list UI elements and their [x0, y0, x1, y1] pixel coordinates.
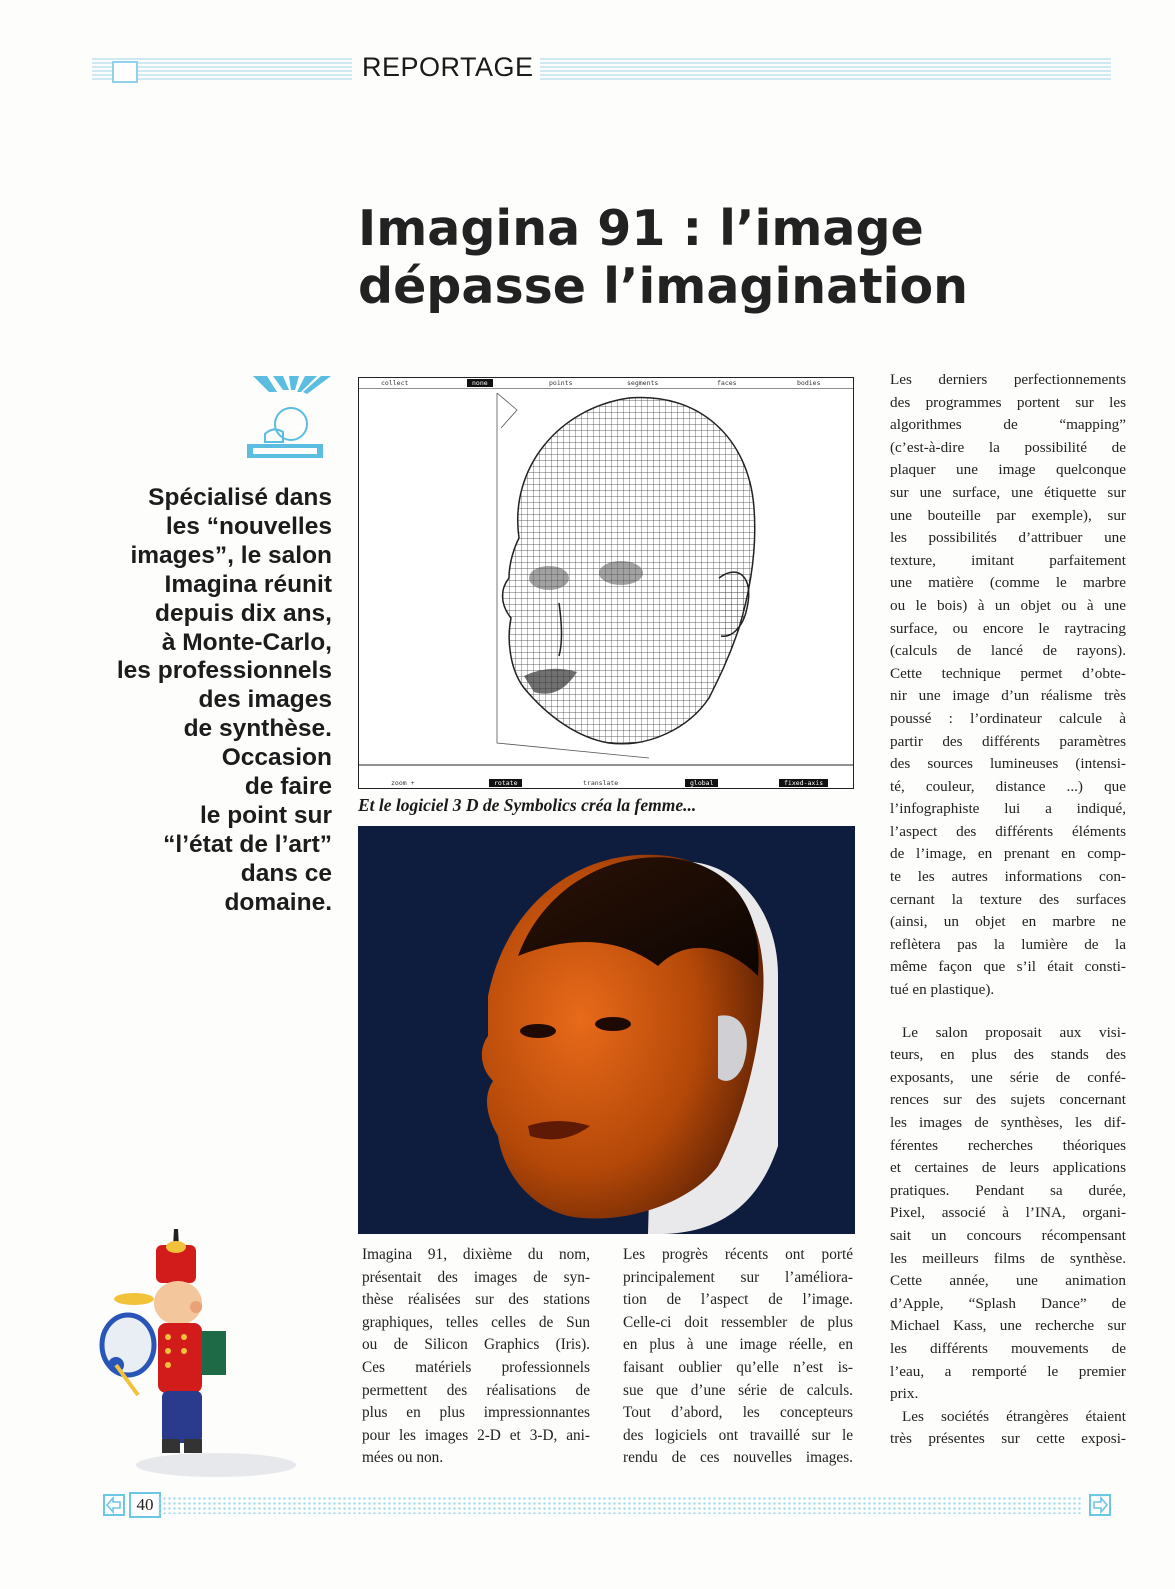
- text-line: les différents mouvements de: [890, 1339, 1126, 1357]
- text-line: permettent des réalisations de: [362, 1381, 590, 1399]
- menu-item: fixed-axis: [779, 779, 828, 787]
- text-line: teurs, en plus des stands des: [890, 1046, 1126, 1064]
- page-number: 40: [129, 1492, 161, 1518]
- software-bottom-menu: [359, 778, 853, 788]
- text-line: en plus à une image réelle, en: [623, 1336, 853, 1354]
- text-line: des programmes portent sur les: [890, 393, 1126, 411]
- text-line: Celle-ci doit ressembler de plus: [623, 1313, 853, 1331]
- menu-item: global: [685, 779, 718, 787]
- text-line: pratiques. Pendant sa durée,: [890, 1181, 1126, 1199]
- text-line: Ces matériels professionnels: [362, 1358, 590, 1376]
- text-line: sait un concours récompensant: [890, 1226, 1126, 1244]
- text-line: les possibilités d’attribuer une: [890, 529, 1126, 547]
- text-line: Les progrès récents ont porté: [623, 1246, 853, 1263]
- toy-drummer-illustration: [96, 1225, 306, 1480]
- menu-item: collect: [381, 379, 409, 387]
- deck-line: domaine.: [224, 888, 332, 916]
- deck-line: le point sur: [199, 801, 332, 829]
- menu-item: translate: [583, 779, 619, 787]
- figure-caption: Et le logiciel 3 D de Symbolics créa la femme...: [358, 795, 697, 815]
- text-line: partir des différents paramètres: [890, 732, 1126, 750]
- text-line: cernant la texture des surfaces: [890, 890, 1126, 908]
- text-line: de l’image, en prenant en comp-: [890, 845, 1126, 863]
- text-line: faisant oublier qu’elle n’est is-: [623, 1358, 853, 1376]
- section-label: REPORTAGE: [356, 52, 540, 83]
- text-line: même façon que s’il était consti-: [890, 958, 1126, 976]
- text-line: mées ou non.: [362, 1449, 444, 1467]
- text-line: exposants, une série de confé-: [890, 1068, 1126, 1086]
- text-line: graphiques, telles celles de Sun: [362, 1313, 590, 1331]
- text-line: Tout d’abord, les concepteurs: [623, 1404, 853, 1422]
- menu-item: points: [549, 379, 573, 387]
- text-line: algorithmes de “mapping”: [890, 416, 1126, 434]
- menu-item: none: [467, 379, 493, 387]
- menu-item: zoom +: [391, 779, 415, 787]
- text-line: tué en plastique).: [890, 981, 995, 999]
- rendered-head-figure: [358, 826, 855, 1234]
- text-line: rences sur des sujets concernant: [890, 1091, 1126, 1109]
- header-rule-right: [536, 58, 1111, 80]
- text-line: principalement sur l’améliora-: [623, 1268, 853, 1286]
- text-line: et certaines de leurs applications: [890, 1159, 1126, 1177]
- text-line: des logiciels ont travaillé sur le: [623, 1426, 853, 1444]
- arrow-right-icon: [1089, 1494, 1111, 1516]
- text-line: l’aspect des différents éléments: [890, 822, 1126, 840]
- text-line: Les sociétés étrangères étaient: [902, 1407, 1126, 1425]
- text-line: plaquer une image quelconque: [890, 461, 1126, 479]
- deck-line: depuis dix ans,: [155, 599, 332, 627]
- text-line: ou de Silicon Graphics (Iris).: [362, 1336, 590, 1354]
- deck-line: les “nouvelles: [165, 512, 332, 540]
- text-line: thèse réalisées sur des stations: [362, 1291, 590, 1309]
- deck-line: Occasion: [221, 744, 332, 772]
- deck-line: à Monte-Carlo,: [161, 628, 332, 656]
- deck-line: images”, le salon: [130, 541, 332, 569]
- text-line: les meilleurs films de synthèse.: [890, 1249, 1126, 1267]
- text-line: Imagina 91, dixième du nom,: [362, 1246, 590, 1263]
- text-line: plus en plus impressionnantes: [362, 1404, 590, 1422]
- text-line: poussé : l’ordinateur calcule à: [890, 709, 1126, 727]
- deck-line: Spécialisé dans: [148, 484, 332, 511]
- text-line: rendu de ces nouvelles images.: [623, 1449, 853, 1467]
- text-line: des sources lumineuses (intensi-: [890, 755, 1126, 773]
- text-line: Cette année, une animation: [890, 1272, 1126, 1290]
- text-line: Les derniers perfectionnements: [890, 371, 1126, 388]
- menu-item: rotate: [489, 779, 522, 787]
- text-line: pour les images 2-D et 3-D, ani-: [362, 1426, 590, 1444]
- rendered-head-image: [358, 826, 855, 1234]
- text-line: d’Apple, “Splash Dance” de: [890, 1294, 1126, 1312]
- deck-line: “l’état de l’art”: [163, 830, 332, 858]
- text-line: té, couleur, distance ...) que: [890, 777, 1126, 795]
- text-line: Michael Kass, une recherche sur: [890, 1317, 1126, 1335]
- text-line: Pixel, associé à l’INA, organi-: [890, 1204, 1126, 1222]
- text-line: tion de l’aspect de l’image.: [623, 1291, 853, 1309]
- wireframe-head-image: [359, 388, 853, 766]
- deck-line: Imagina réunit: [164, 570, 332, 598]
- text-line: très présentes sur cette exposi-: [890, 1430, 1126, 1448]
- snowglobe-logo-icon: [243, 372, 331, 466]
- text-line: surface, ou encore le raytracing: [890, 619, 1126, 637]
- text-line: ou le bois) à un objet ou à une: [890, 596, 1126, 614]
- text-line: (c’est-à-dire la possibilité de: [890, 438, 1126, 456]
- menu-item: segments: [627, 379, 659, 387]
- text-line: (calculs de lancé de rayons).: [890, 642, 1126, 660]
- menu-item: faces: [717, 379, 737, 387]
- deck-line: dans ce: [240, 859, 332, 887]
- text-line: nir une image d’un réalisme très: [890, 687, 1126, 705]
- text-line: sue que d’une série de calculs.: [623, 1381, 853, 1399]
- text-line: sur une surface, une étiquette sur: [890, 483, 1126, 501]
- title-line: Imagina 91 : l’image: [358, 200, 924, 257]
- deck-line: des images: [198, 686, 332, 714]
- page-footer: [103, 1494, 1118, 1518]
- deck-line: de synthèse.: [183, 715, 332, 743]
- text-line: texture, imitant parfaitement: [890, 551, 1126, 569]
- header-square-icon: [112, 61, 138, 83]
- text-line: reflètera pas la lumière de la: [890, 935, 1126, 953]
- article-deck: [90, 484, 332, 918]
- text-line: les images de synthèses, les dif-: [890, 1114, 1126, 1131]
- software-top-menu: [359, 378, 853, 388]
- text-line: présentait des images de syn-: [362, 1268, 590, 1286]
- wireframe-figure: [358, 377, 854, 789]
- footer-dotted-band: [157, 1496, 1083, 1514]
- article-column-1: [362, 1244, 590, 1470]
- text-line: Cette technique permet d’obte-: [890, 664, 1126, 682]
- text-line: prix.: [890, 1385, 919, 1403]
- text-line: te les autres informations con-: [890, 868, 1126, 886]
- text-line: une matière (comme le marbre: [890, 574, 1126, 592]
- article-title: [358, 200, 1058, 316]
- deck-line: les professionnels: [116, 657, 332, 685]
- text-line: férentes recherches théoriques: [890, 1136, 1126, 1154]
- menu-item: bodies: [797, 379, 821, 387]
- arrow-left-icon: [103, 1494, 125, 1516]
- article-column-2: [623, 1244, 853, 1470]
- text-line: (ainsi, un objet en marbre ne: [890, 913, 1126, 931]
- text-line: une bouteille par exemple), sur: [890, 506, 1126, 524]
- text-line: Le salon proposait aux visi-: [902, 1023, 1126, 1041]
- article-column-3: [890, 369, 1126, 1451]
- text-line: l’eau, a remporté le premier: [890, 1362, 1126, 1380]
- text-line: l’infographiste lui a indiqué,: [890, 800, 1126, 818]
- deck-line: de faire: [244, 773, 332, 801]
- title-line: dépasse l’imagination: [358, 258, 968, 315]
